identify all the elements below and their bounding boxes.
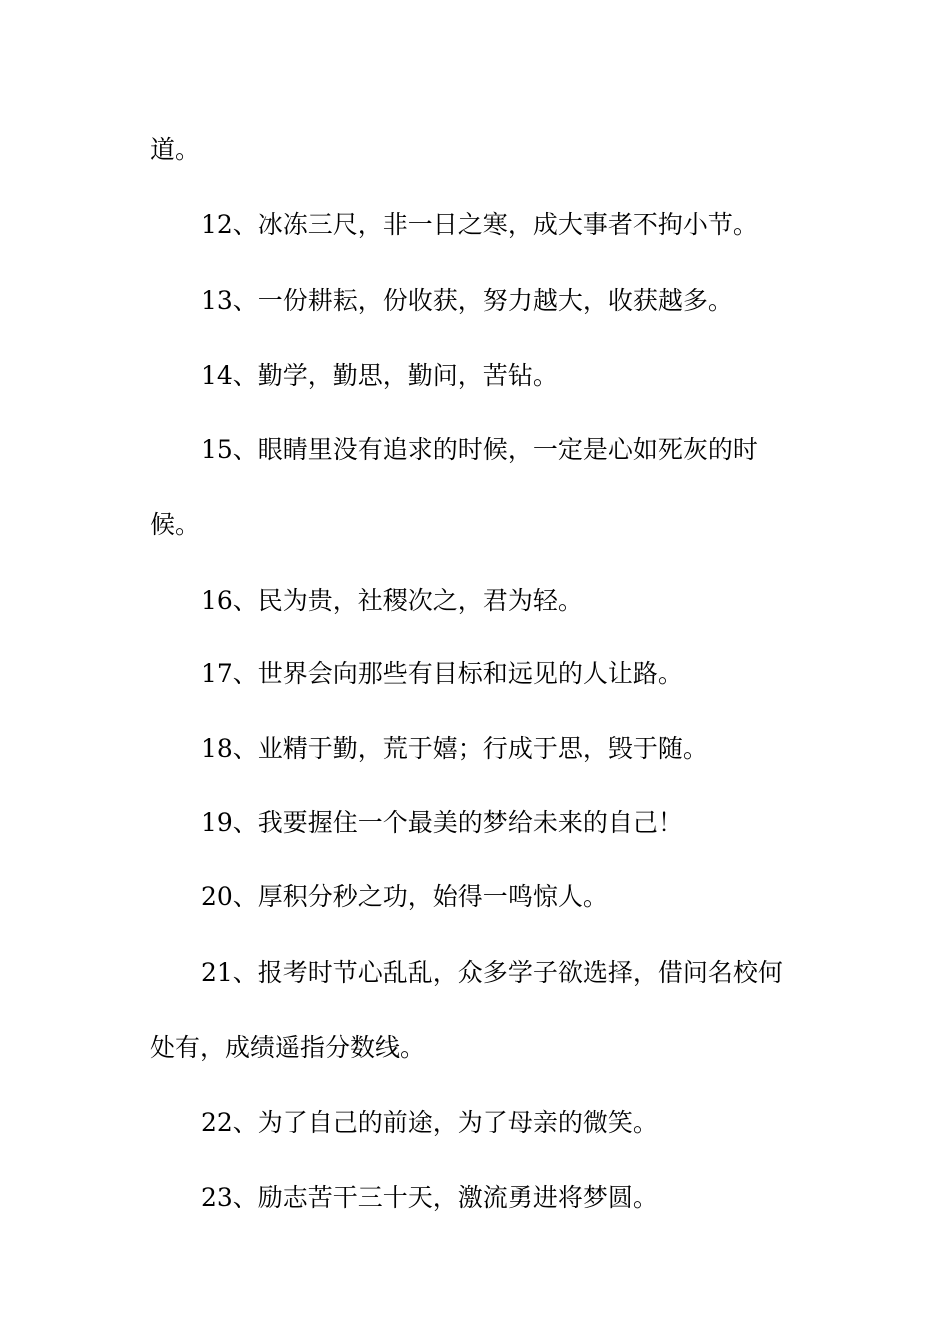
text-line-item-13: 13、一份耕耘，份收获，努力越大，收获越多。 [201, 286, 733, 315]
text-line-item-16: 16、民为贵，社稷次之，君为轻。 [201, 586, 583, 615]
text-line-item-14: 14、勤学，勤思，勤问，苦钻。 [201, 361, 558, 390]
text-line-item-23: 23、励志苦干三十天，激流勇进将梦圆。 [201, 1183, 658, 1212]
text-line-item-22: 22、为了自己的前途，为了母亲的微笑。 [201, 1108, 658, 1137]
text-line-item-12: 12、冰冻三尺，非一日之寒，成大事者不拘小节。 [201, 210, 758, 239]
text-line-item-21-cont: 处有，成绩遥指分数线。 [150, 1033, 426, 1062]
text-line-item-18: 18、业精于勤，荒于嬉；行成于思，毁于随。 [201, 734, 708, 763]
text-line-item-20: 20、厚积分秒之功，始得一鸣惊人。 [201, 882, 608, 911]
text-line-item-17: 17、世界会向那些有目标和远见的人让路。 [201, 659, 683, 688]
text-line-item-15-cont: 候。 [150, 510, 201, 539]
text-line-item-15: 15、眼睛里没有追求的时候，一定是心如死灰的时 [201, 435, 758, 464]
text-line-item-19: 19、我要握住一个最美的梦给未来的自己！ [201, 808, 683, 837]
text-line-continuation: 道。 [150, 135, 201, 164]
text-line-item-21: 21、报考时节心乱乱，众多学子欲选择，借问名校何 [201, 958, 783, 987]
